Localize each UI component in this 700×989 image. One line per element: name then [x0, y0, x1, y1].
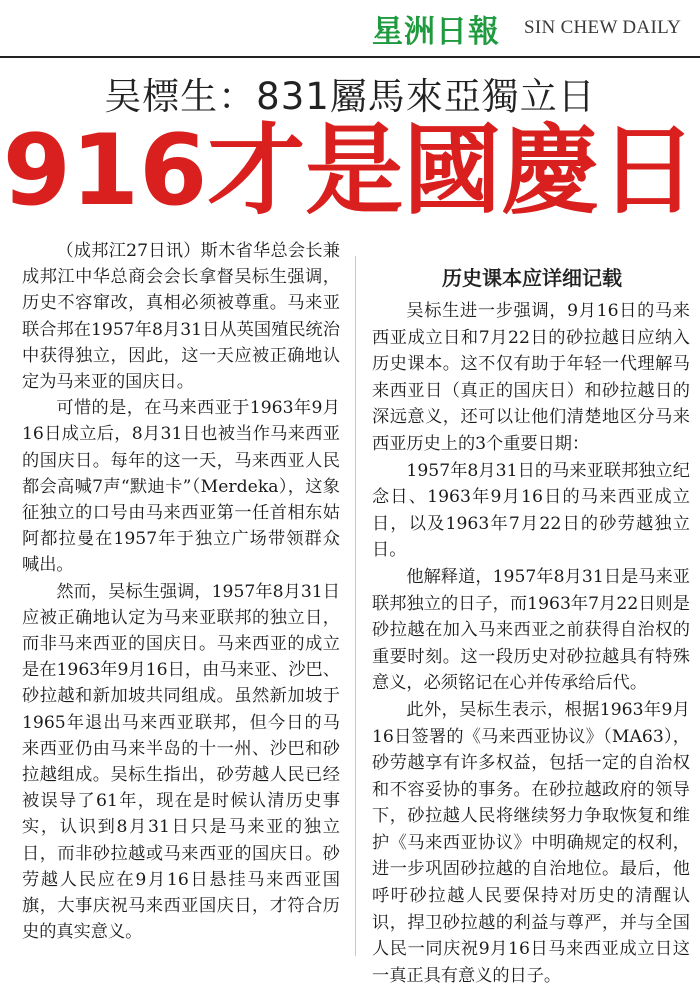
- paragraph: 可惜的是，在马来西亚于1963年9月16日成立后，8月31日也被当作马来西亚的国庆日。每年的这一天，马来西亚人民都会高喊7声“默迪卡”（Merdeka），这象征独立的口号由马来西亚第一任首相东姑阿都拉曼在1957年于独立广场带领群众喊出。: [22, 398, 340, 576]
- newspaper-logo: 星洲日報: [372, 14, 500, 50]
- paragraph: 此外，吴标生表示，根据1963年9月16日签署的《马来西亚协议》（MA63），砂劳越享有许多权益，包括一定的自治权和不容妥协的事务。在砂拉越政府的领导下，砂拉越人民将继续努力争取恢复和维护《马来西亚协议》中明确规定的权利，进一步巩固砂拉越的自治地位。最后，他呼吁砂拉越人民要保持对历史的清醒认识，捍卫砂拉越的利益与尊严，并与全国人民一同庆祝9月16日马来西亚成立日这一真正具有意义的日子。: [372, 699, 690, 986]
- paragraph: 吴标生进一步强调，9月16日的马来西亚成立日和7月22日的砂拉越日应纳入历史课本。这不仅有助于年轻一代理解马来西亚日（真正的国庆日）和砂拉越日的深远意义，还可以让他们清楚地区分马来西亚历史上的3个重要日期：: [372, 301, 690, 454]
- paragraph: 1957年8月31日的马来亚联邦独立纪念日、1963年9月16日的马来西亚成立日，以及1963年7月22日的砂劳越独立日。: [372, 460, 690, 561]
- paragraph: 他解释道，1957年8月31日是马来亚联邦独立的日子，而1963年7月22日则是砂拉越在加入马来西亚之前获得自治权的重要时刻。这一段历史对砂拉越具有特殊意义，必须铭记在心并传承给后代。: [372, 566, 690, 694]
- subheadline: 吴標生：831屬馬來亞獨立日: [104, 75, 596, 118]
- masthead-rule: [0, 56, 700, 58]
- column-divider: [355, 256, 356, 956]
- paragraph: （成邦江27日讯）斯木省华总会长兼成邦江中华总商会会长拿督吴标生强调，历史不容窜改，真相必须被尊重。马来亚联合邦在1957年8月31日从英国殖民统治中获得独立，因此，这一天应被正确地认定为马来亚的国庆日。: [22, 241, 340, 393]
- section-title: 历史课本应详细记载: [442, 266, 622, 290]
- newspaper-name-english: SIN CHEW DAILY: [524, 17, 682, 38]
- paragraph: 然而，吴标生强调，1957年8月31日应被正确地认定为马来亚联邦的独立日，而非马来西亚的国庆日。马来西亚的成立是在1963年9月16日，由马来亚、沙巴、砂拉越和新加坡共同组成。虽然新加坡于1965年退出马来西亚联邦，但今日的马来西亚仍由马来半岛的十一州、沙巴和砂拉越组成。吴标生指出，砂劳越人民已经被误导了61年，现在是时候认清历史事实，认识到8月31日只是马来亚的独立日，而非砂拉越或马来西亚的国庆日。砂劳越人民应在9月16日悬挂马来西亚国旗，大事庆祝马来西亚国庆日，才符合历史的真实意义。: [22, 581, 340, 943]
- article-column-right: [372, 298, 690, 989]
- headline: 916才是國慶日: [2, 114, 698, 228]
- masthead: [0, 0, 700, 56]
- article-column-left: [22, 238, 340, 945]
